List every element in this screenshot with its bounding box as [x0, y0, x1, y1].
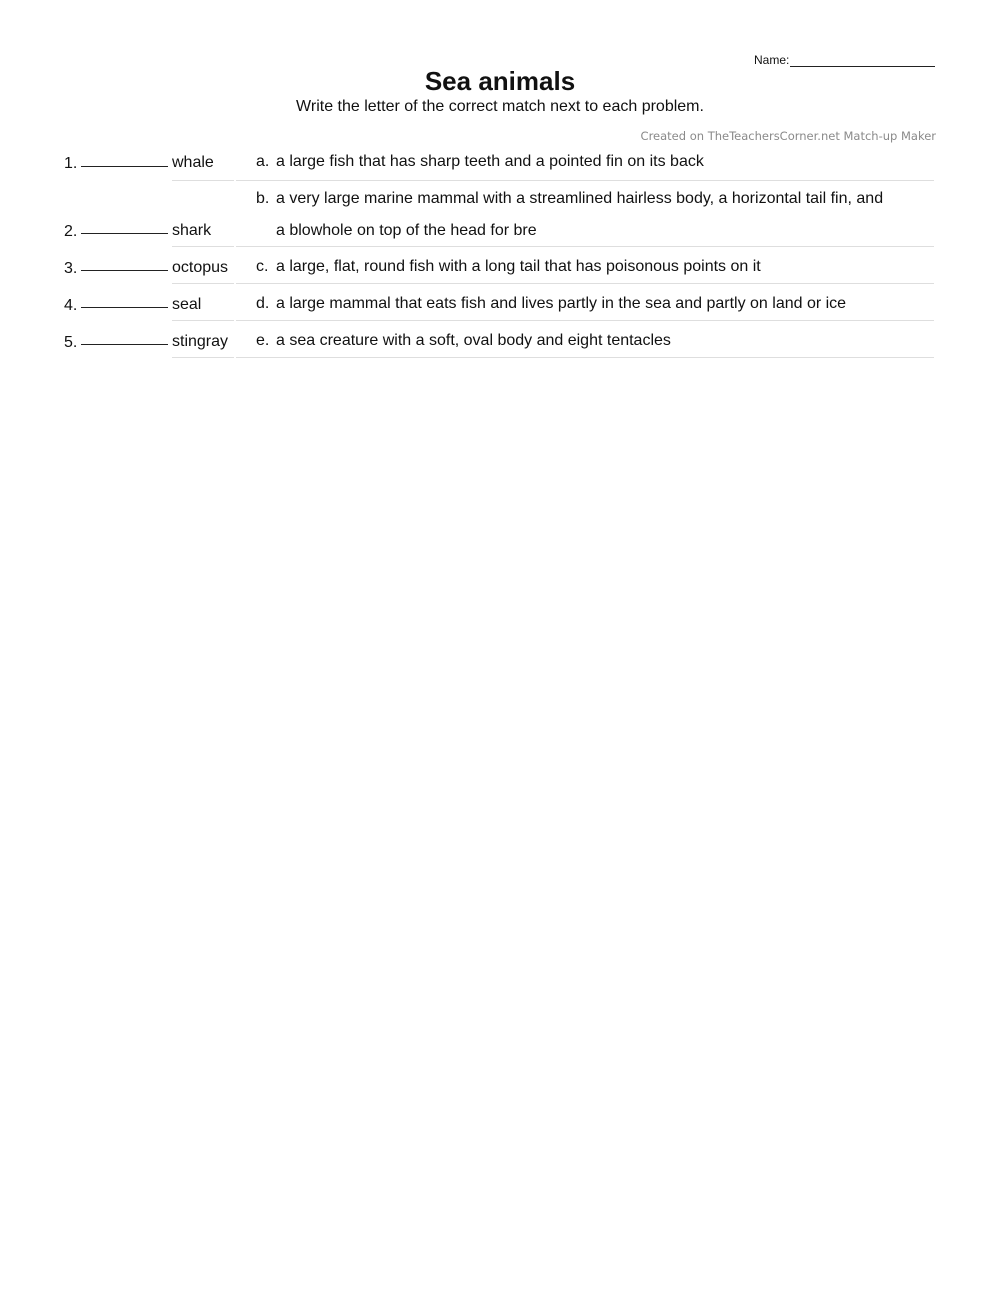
instructions: Write the letter of the correct match next to each problem. — [296, 98, 704, 115]
row-divider — [236, 246, 934, 247]
definition-letter: c. — [256, 258, 269, 275]
problem-word: octopus — [172, 259, 229, 276]
definition-letter: a. — [256, 153, 270, 170]
definition-text: a large mammal that eats fish and lives partly in the sea and partly on land or ice — [276, 295, 847, 312]
problem-word: stingray — [172, 333, 229, 350]
row-divider — [172, 283, 234, 284]
definition-text: a large fish that has sharp teeth and a pointed fin on its back — [276, 153, 704, 170]
definition-text: a sea creature with a soft, oval body and eight tentacles — [276, 332, 671, 349]
problem-word: seal — [172, 296, 202, 313]
row-divider — [236, 357, 934, 358]
row-divider — [236, 320, 934, 321]
definition-text-continued: a blowhole on top of the head for bre — [276, 222, 537, 239]
answer-blank[interactable] — [81, 344, 168, 345]
definition-letter: d. — [256, 295, 270, 312]
problem-number: 2. — [64, 223, 78, 240]
name-label: Name: — [754, 53, 790, 67]
answer-blank[interactable] — [81, 233, 168, 234]
answer-blank[interactable] — [81, 270, 168, 271]
row-divider — [236, 283, 934, 284]
worksheet-title: Sea animals — [424, 66, 576, 96]
problem-word: whale — [172, 154, 214, 171]
name-line[interactable] — [790, 52, 935, 67]
row-divider — [172, 357, 234, 358]
problem-number: 1. — [64, 155, 78, 172]
name-field[interactable] — [754, 52, 935, 67]
row-divider — [236, 180, 934, 181]
problem-word: shark — [172, 222, 212, 239]
definition-text: a very large marine mammal with a streamlined hairless body, a horizontal tail fin, and — [276, 190, 884, 207]
definition-letter: b. — [256, 190, 270, 207]
answer-blank[interactable] — [81, 307, 168, 308]
credit-text: Created on TheTeachersCorner.net Match-up Maker — [640, 129, 936, 143]
row-divider — [172, 246, 234, 247]
row-divider — [172, 320, 234, 321]
problem-number: 4. — [64, 297, 78, 314]
problem-number: 5. — [64, 334, 78, 351]
answer-blank[interactable] — [81, 166, 168, 167]
definition-letter: e. — [256, 332, 270, 349]
definition-text: a large, flat, round fish with a long tail that has poisonous points on it — [276, 258, 761, 275]
problem-number: 3. — [64, 260, 78, 277]
row-divider — [172, 180, 234, 181]
